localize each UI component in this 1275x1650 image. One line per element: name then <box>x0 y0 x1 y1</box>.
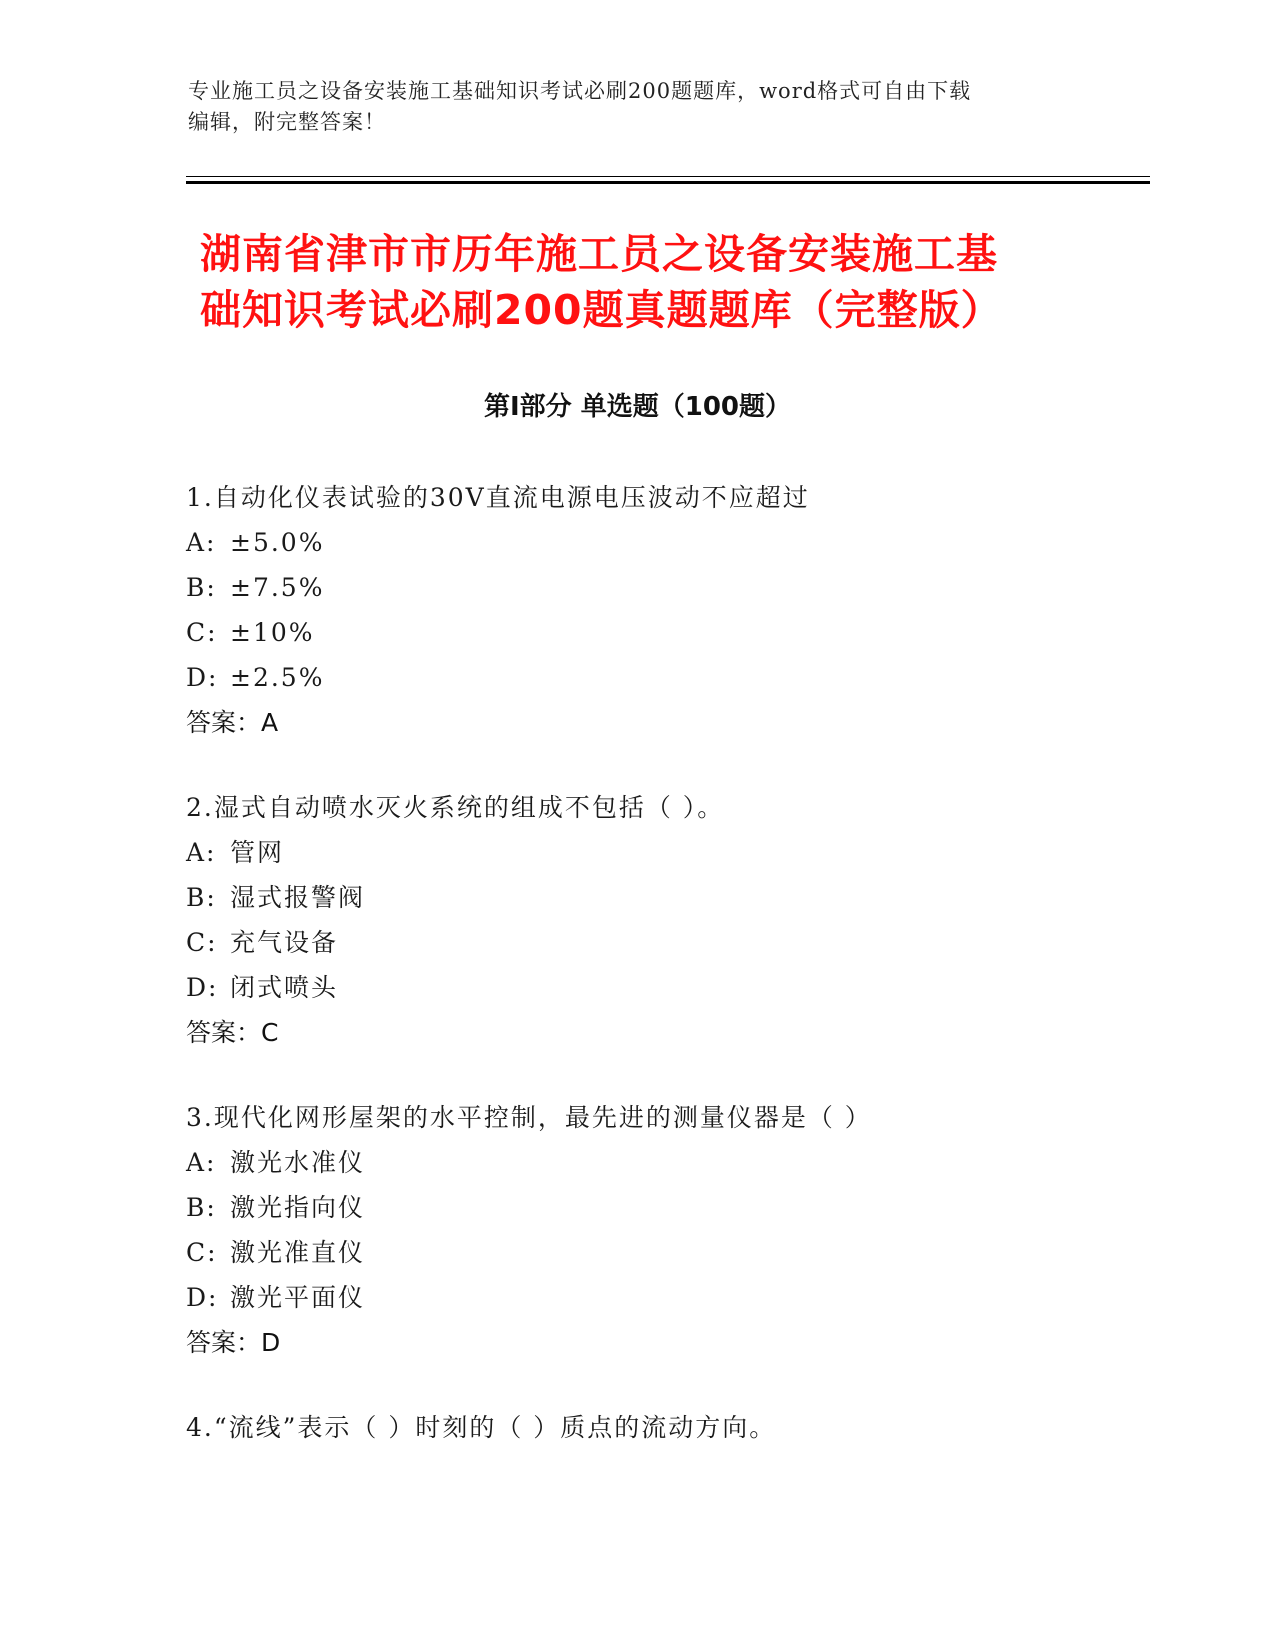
option-letter: A: <box>186 838 217 867</box>
option-d <box>186 965 1146 1010</box>
option-text: 充气设备 <box>230 928 339 957</box>
option-c <box>186 610 1146 655</box>
header-divider-thin <box>186 176 1150 177</box>
option-text: 管网 <box>230 838 285 867</box>
question-1 <box>186 475 1146 745</box>
option-letter: A: <box>186 1148 217 1177</box>
answer-key: 答案：D <box>186 1328 281 1357</box>
question-2 <box>186 785 1146 1055</box>
document-title-line-2: 础知识考试必刷200题真题题库（完整版） <box>200 286 1003 334</box>
option-c <box>186 1230 1146 1275</box>
option-c <box>186 920 1146 965</box>
option-letter: D: <box>186 663 219 692</box>
option-a <box>186 830 1146 875</box>
option-text: ±7.5% <box>230 573 325 602</box>
header-note <box>188 76 1068 138</box>
header-divider-thick <box>186 181 1150 184</box>
option-letter: D: <box>186 973 219 1002</box>
option-letter: B: <box>186 573 217 602</box>
section-heading: 第Ⅰ部分 单选题（100题） <box>484 392 791 422</box>
option-a <box>186 1140 1146 1185</box>
option-text: 激光水准仪 <box>230 1148 366 1177</box>
option-text: 激光平面仪 <box>230 1283 366 1312</box>
option-letter: C: <box>186 1238 218 1267</box>
option-letter: B: <box>186 883 217 912</box>
question-stem: 4.“流线”表示（ ）时刻的（ ）质点的流动方向。 <box>186 1413 777 1442</box>
question-stem: 3.现代化网形屋架的水平控制，最先进的测量仪器是（ ） <box>186 1103 872 1132</box>
option-letter: B: <box>186 1193 217 1222</box>
option-text: ±2.5% <box>230 663 325 692</box>
header-note-line-2: 编辑，附完整答案！ <box>188 110 386 134</box>
option-text: 激光准直仪 <box>230 1238 366 1267</box>
answer-key: 答案：A <box>186 708 279 737</box>
question-stem: 1.自动化仪表试验的30V直流电源电压波动不应超过 <box>186 483 810 512</box>
document-title <box>200 226 1080 338</box>
option-a <box>186 520 1146 565</box>
option-letter: A: <box>186 528 217 557</box>
option-b <box>186 875 1146 920</box>
question-stem: 2.湿式自动喷水灭火系统的组成不包括（ ）。 <box>186 793 725 822</box>
option-text: 激光指向仪 <box>230 1193 366 1222</box>
header-note-line-1: 专业施工员之设备安装施工基础知识考试必刷200题题库，word格式可自由下载 <box>188 79 972 103</box>
question-4 <box>186 1405 1146 1450</box>
option-text: 湿式报警阀 <box>230 883 366 912</box>
option-b <box>186 565 1146 610</box>
option-letter: C: <box>186 618 218 647</box>
option-text: ±10% <box>230 618 315 647</box>
option-b <box>186 1185 1146 1230</box>
option-letter: D: <box>186 1283 219 1312</box>
option-d <box>186 655 1146 700</box>
question-3 <box>186 1095 1146 1365</box>
question-list <box>186 475 1146 1490</box>
option-d <box>186 1275 1146 1320</box>
answer-key: 答案：C <box>186 1018 279 1047</box>
option-text: ±5.0% <box>230 528 325 557</box>
document-title-line-1: 湖南省津市市历年施工员之设备安装施工基 <box>200 230 998 278</box>
option-text: 闭式喷头 <box>230 973 339 1002</box>
option-letter: C: <box>186 928 218 957</box>
